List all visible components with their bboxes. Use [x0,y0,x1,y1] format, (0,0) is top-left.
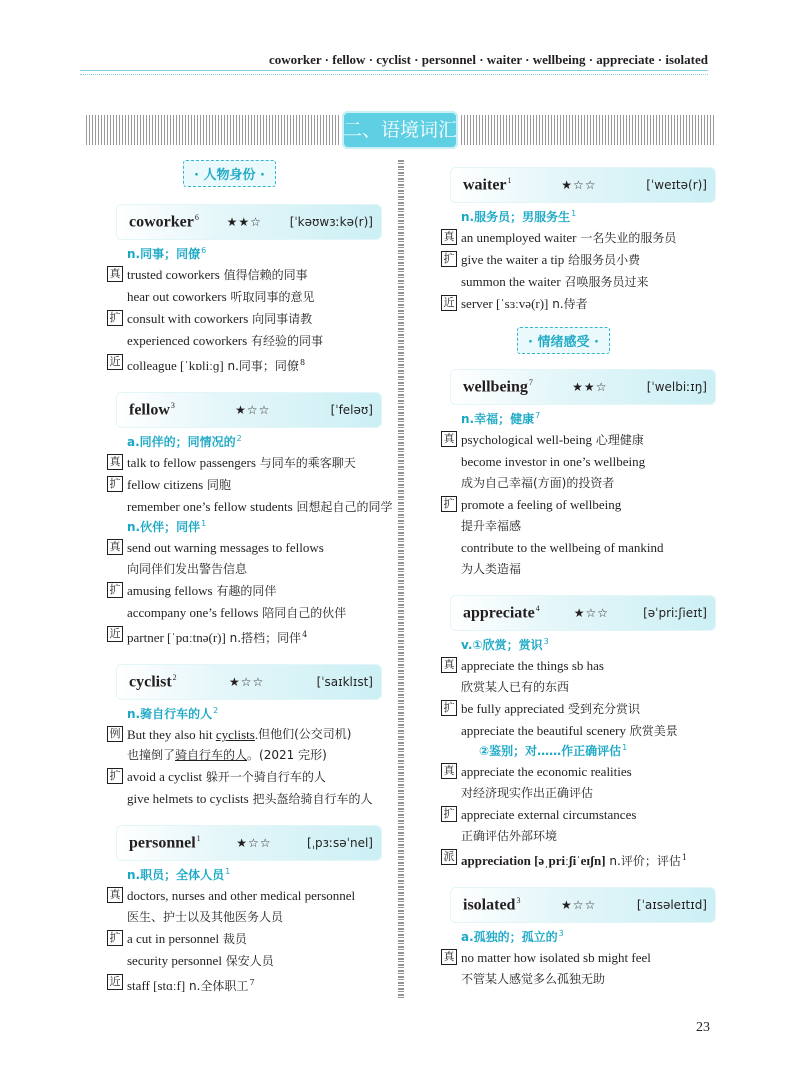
english-text: promote a feeling of wellbeing [461,497,622,512]
example-line [441,558,721,580]
entry-appreciate [441,596,721,872]
section-tag-emotion: · 情绪感受 · [517,327,610,354]
example-lines [441,227,721,315]
example-lines [107,885,387,997]
headword: fellow$^3$ [129,400,175,419]
english-text: give helmets to cyclists [127,791,249,807]
example-line [107,352,387,377]
chinese-text: 欣赏美景 [625,724,678,738]
chinese-text: n.侍者 [548,297,588,311]
chinese-text: 不管某人感觉多么孤独无助 [461,972,606,987]
tag-label: 真 [441,657,457,673]
example-lines [441,947,721,990]
english-text: amusing fellows [127,583,213,599]
english-text: consult with coworkers [127,311,249,326]
tag-label: 真 [441,431,457,447]
right-column [441,168,721,990]
example-line [107,496,393,518]
english-text: an unemployed waiter [461,230,577,245]
left-column [107,160,393,997]
part-of-speech: a.孤独的；孤立的$^3$ [461,929,564,945]
part-of-speech: n.职员；全体人员$^1$ [127,867,231,883]
example-sentence: 例 But they also hit cyclists. 但他们(公交司机) [107,724,387,745]
page-number: 23 [696,1020,710,1035]
phonetic: [ˈkəʊwɜːkə(r)] [289,215,373,229]
entry-waiter [441,168,721,315]
headword: waiter$^1$ [463,175,512,194]
banner-stripes-left [86,115,340,145]
word-card [451,888,715,922]
english-text: appreciate the economic realities [461,764,632,779]
example-line [441,293,721,315]
tag-label: 扩 [107,930,123,946]
star-rating: ★★☆ [572,380,608,394]
phonetic: [ˈwelbiːɪŋ] [646,380,707,394]
tag-label: 扩 [441,806,457,822]
example-lines [441,655,721,742]
english-text: appreciation [əˌpriːʃiˈeɪʃn] [461,853,606,869]
part-of-speech: n.骑自行车的人$^2$ [127,706,219,722]
tag-label: 真 [441,763,457,779]
english-text: hear out coworkers [127,289,227,304]
chinese-text: 召唤服务员过来 [560,275,649,289]
tag-label: 近 [107,354,123,370]
example-lines [107,766,387,810]
frequency-mark: 7 [249,978,255,988]
word-card [117,665,381,699]
entry-cyclist [107,665,387,810]
example-line [441,676,721,698]
star-rating: ★☆☆ [236,836,272,851]
example-line [441,968,721,990]
banner-stripes-right [461,115,715,145]
english-text: colleague [ˈkɒliːɡ] [127,358,224,374]
entry-personnel [107,826,387,997]
tag-label: 真 [107,539,123,555]
example-lines [107,452,393,518]
word-card [451,168,715,202]
english-text: psychological well-being [461,432,593,447]
english-text: security personnel [127,953,222,969]
part-of-speech: a.同伴的；同情况的$^2$ [127,434,242,450]
chinese-text: 欣赏某人已有的东西 [461,680,570,694]
english-text: fellow citizens [127,477,204,493]
phonetic: [ˈfeləʊ] [330,403,373,418]
chinese-text: n.全体职工 [185,979,249,994]
star-rating: ★☆☆ [573,606,610,620]
english-text: summon the waiter [461,274,561,289]
chinese-text: 听取同事的意见 [226,290,315,304]
entry-fellow [107,393,393,649]
star-rating: ★☆☆ [561,178,597,192]
star-rating: ★☆☆ [561,898,597,913]
tag-label: 真 [441,229,457,245]
english-text: appreciate external circumstances [461,807,637,822]
frequency-mark: 8 [299,358,306,367]
chinese-text: n.搭档；同伴 [225,631,302,646]
example-line [441,761,721,782]
example-lines [441,429,721,580]
phonetic: [ˈsaɪklɪst] [316,675,373,690]
tag-label: 真 [107,266,123,282]
example-line [107,950,387,972]
tag-label: 扩 [441,251,457,267]
phonetic: [ˈweɪtə(r)] [646,178,707,192]
english-text: no matter how isolated sb might feel [461,950,651,966]
example-line [107,788,387,810]
chinese-text: 医生、护士以及其他医务人员 [127,910,284,925]
header-rule [80,70,708,75]
chinese-text: 同胞 [203,478,231,493]
chinese-text: 受到充分赏识 [564,702,641,716]
chinese-text: 向同伴们发出警告信息 [127,562,248,577]
part-of-speech-2: n.伙伴；同伴$^1$ [127,519,207,535]
english-text: appreciate the beautiful scenery [461,723,626,738]
tag-label: 真 [107,887,123,903]
part-of-speech: n.幸福；健康$^7$ [461,411,541,426]
entry-coworker [107,205,387,377]
chinese-text: 裁员 [219,932,247,947]
chinese-text: 与同车的乘客聊天 [255,456,356,471]
example-line [441,429,721,451]
chinese-text: 成为自己幸福(方面)的投资者 [461,476,615,490]
example-line [107,537,387,558]
example-line [441,720,721,742]
example-line [441,515,721,537]
chinese-text: 陪同自己的伙伴 [258,606,347,621]
example-lines [107,264,387,377]
english-text: remember one’s fellow students [127,499,293,515]
chinese-text: 回想起自己的同学 [292,500,393,515]
example-line [107,558,387,580]
example-line [107,972,387,997]
headword: coworker$^6$ [129,212,199,231]
tag-label: 真 [441,949,457,965]
chinese-text: 给服务员小费 [564,253,641,267]
headword: wellbeing$^7$ [463,377,533,396]
english-text: accompany one’s fellows [127,605,259,621]
word-card [451,370,715,404]
headword: personnel$^1$ [129,834,201,852]
phonetic: [əˈpriːʃieɪt] [643,606,707,620]
tag-label: 真 [107,454,123,470]
example-line [107,885,387,906]
tag-label: 扩 [441,700,457,716]
section-tag-people: · 人物身份 · [183,160,276,187]
example-line [107,580,387,602]
example-line [107,264,387,286]
example-lines-2 [107,537,387,649]
example-line [441,782,721,804]
example-line [441,804,721,825]
frequency-mark: 1 [681,853,687,862]
phonetic: [ˈaɪsəleɪtɪd] [636,898,707,913]
word-card [451,596,715,630]
entry-isolated [441,888,721,990]
chinese-text: n.评价；评估 [605,854,681,869]
tag-label: 扩 [107,310,123,326]
chinese-text: 值得信赖的同事 [219,268,308,282]
star-rating: ★☆☆ [228,675,265,690]
example-line [107,624,387,649]
example-sentence-cont: 也撞倒了骑自行车的人。(2021 完形) [127,748,327,763]
example-line [107,474,387,496]
tag-label: 近 [441,295,457,311]
chinese-text: 有趣的同伴 [212,584,277,599]
part-of-speech: v.①欣赏；赏识$^3$ [461,637,549,652]
english-text: experienced coworkers [127,333,248,348]
star-rating: ★★☆ [226,215,262,229]
part-of-speech: n.同事；同僚$^6$ [127,246,207,261]
english-text: server [ˈsɜːvə(r)] [461,296,549,311]
chinese-text: 把头盔给骑自行车的人 [248,792,373,807]
chinese-text: 躲开一个骑自行车的人 [202,770,326,785]
running-header: coworker · fellow · cyclist · personnel · waiter · wellbeing · appreciate · isolated [268,52,708,67]
headword: appreciate$^4$ [463,603,540,622]
example-line [107,906,387,928]
example-line [441,847,721,872]
chinese-text: 提升幸福感 [461,519,522,533]
example-line [107,452,387,474]
example-line [107,330,387,352]
tag-label: 近 [107,626,123,642]
tag-label: 扩 [107,768,123,784]
section-banner: 二、语境词汇 [342,111,458,149]
english-text: be fully appreciated [461,701,565,716]
part-of-speech-2: ②鉴别；对……作正确评估$^1$ [479,743,628,758]
english-text: a cut in personnel [127,931,220,947]
column-divider [398,160,404,1000]
chinese-text: 保安人员 [221,954,274,969]
word-card [117,826,381,860]
example-line [441,249,721,271]
word-card [117,393,381,427]
example-line [107,602,387,624]
word-card [117,205,381,239]
chinese-text: 对经济现实作出正确评估 [461,786,594,800]
example-line [441,472,721,494]
tag-example: 例 [107,726,123,742]
example-line [441,947,721,968]
chinese-text: n.同事；同僚 [223,359,299,374]
headword: isolated$^3$ [463,895,521,914]
example-line [441,494,721,515]
example-line [107,766,387,788]
english-text: give the waiter a tip [461,252,565,267]
example-line [107,308,387,330]
example-line [441,227,721,249]
tag-label: 近 [107,974,123,990]
chinese-text: 有经验的同事 [247,334,324,348]
english-text: avoid a cyclist [127,769,203,785]
example-line [441,451,721,472]
chinese-text: 为人类造福 [461,562,522,576]
english-text: appreciate the things sb has [461,658,604,673]
chinese-text: 正确评估外部环境 [461,829,558,843]
chinese-text: 向同事请教 [248,312,313,326]
english-text: become investor in one’s wellbeing [461,454,646,469]
headword: cyclist$^2$ [129,673,177,691]
example-line [441,655,721,676]
example-lines-2 [441,761,721,872]
example-line [107,286,387,308]
tag-label: 派 [441,849,457,865]
chinese-text: 心理健康 [592,433,644,447]
tag-label: 扩 [441,496,457,512]
example-line [107,928,387,950]
example-line [441,537,721,558]
english-text: doctors, nurses and other medical personnel [127,888,356,904]
frequency-mark: 4 [302,630,308,640]
english-text: send out warning messages to fellows [127,540,324,556]
english-text: talk to fellow passengers [127,455,256,471]
phonetic: [ˌpɜːsəˈnel] [307,836,373,851]
chinese-text: 一名失业的服务员 [576,231,677,245]
english-text: partner [ˈpɑːtnə(r)] [127,630,226,646]
tag-label: 扩 [107,582,123,598]
tag-label: 扩 [107,476,123,492]
entry-wellbeing [441,370,721,580]
english-text: contribute to the wellbeing of mankind [461,540,664,555]
example-line [441,825,721,847]
example-line [441,698,721,720]
english-text: staff [stɑːf] [127,978,186,994]
part-of-speech: n.服务员；男服务生$^1$ [461,209,577,224]
example-line [441,271,721,293]
english-text: trusted coworkers [127,267,220,282]
star-rating: ★☆☆ [235,403,271,418]
